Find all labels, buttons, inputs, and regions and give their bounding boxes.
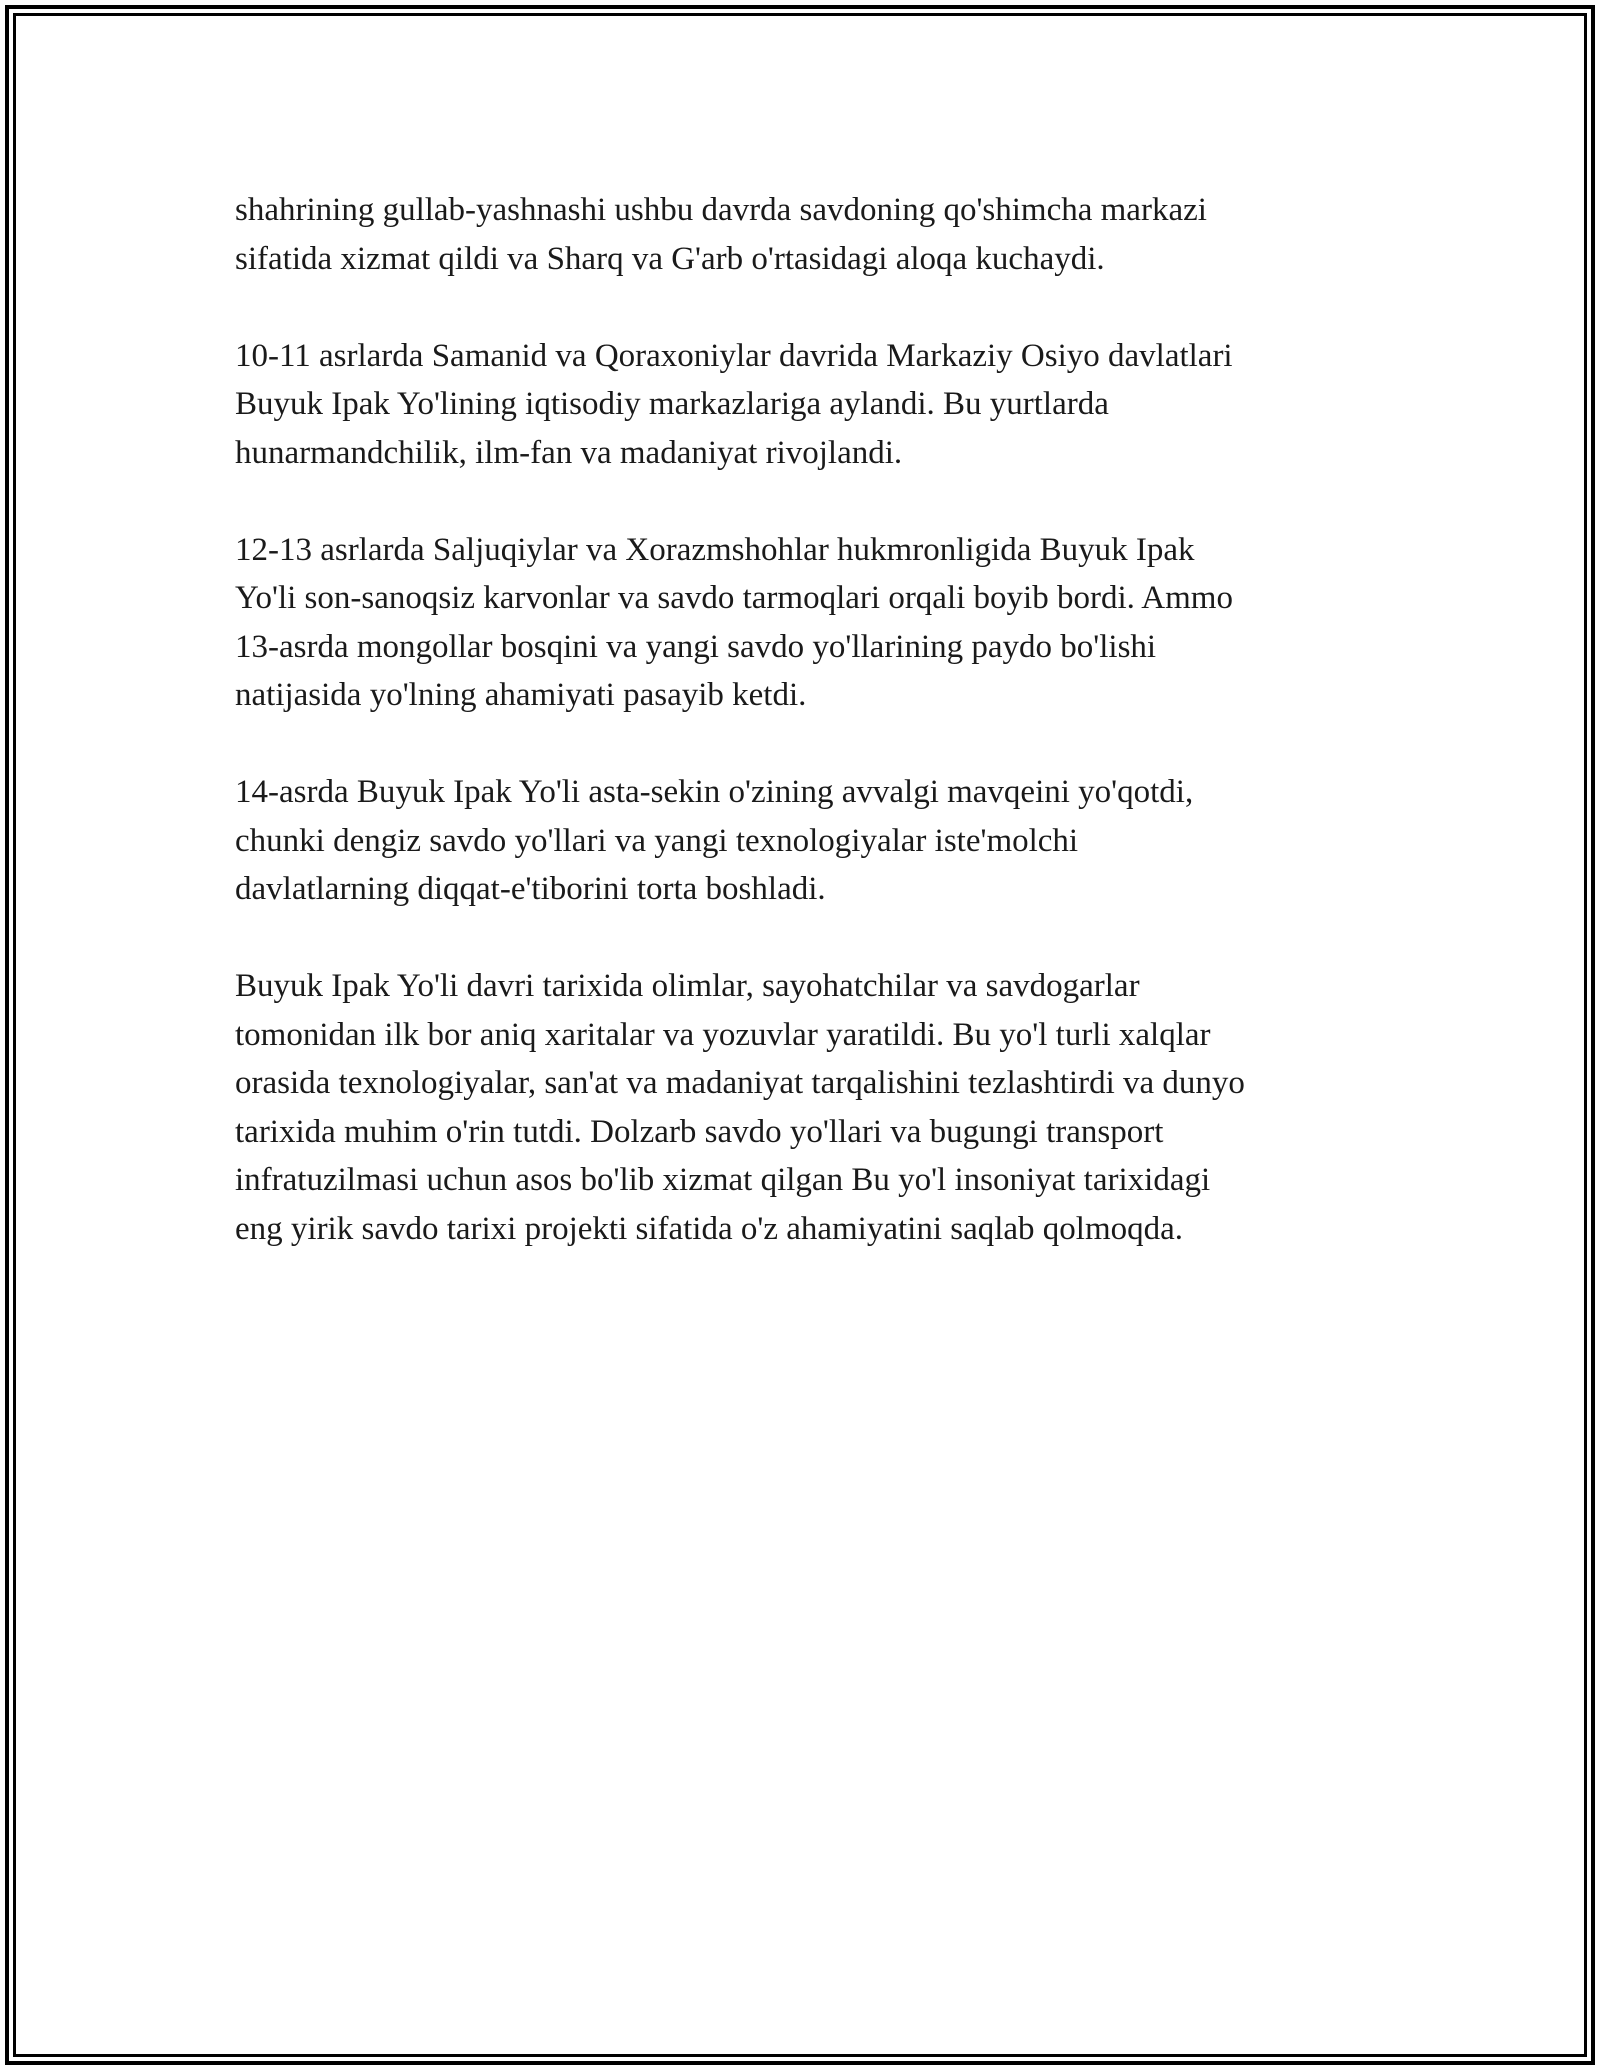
paragraph-line: Buyuk Ipak Yo'li davri tarixida olimlar, sayohatchilar va savdogarlar [235,968,1140,1004]
paragraph-line: shahrining gullab-yashnashi ushbu davrda savdoning qo'shimcha markazi [235,192,1207,228]
paragraph-line: tomonidan ilk bor aniq xaritalar va yozuvlar yaratildi. Bu yo'l turli xalqlar [235,1016,1211,1053]
paragraph-line: davlatlarning diqqat-e'tiborini torta boshladi. [235,871,826,907]
document-body [235,186,1375,1302]
paragraph-2 [235,332,1375,478]
paragraph-line: sifatida xizmat qildi va Sharq va G'arb o'rtasidagi aloqa kuchaydi. [235,240,1105,277]
paragraph-4 [235,768,1375,914]
paragraph-line: hunarmandchilik, ilm-fan va madaniyat rivojlandi. [235,434,903,471]
paragraph-line: orasida texnologiyalar, san'at va madaniyat tarqalishini tezlashtirdi va dunyo [235,1065,1245,1101]
paragraph-line: natijasida yo'lning ahamiyati pasayib ketdi. [235,677,807,713]
paragraph-line: tarixida muhim o'rin tutdi. Dolzarb savdo yo'llari va bugungi transport [235,1113,1164,1150]
paragraph-line: 13-asrda mongollar bosqini va yangi savdo yo'llarining paydo bo'lishi [235,628,1157,665]
paragraph-line: eng yirik savdo tarixi projekti sifatida o'z ahamiyatini saqlab qolmoqda. [235,1210,1184,1247]
paragraph-line: 12-13 asrlarda Saljuqiylar va Xorazmshohlar hukmronligida Buyuk Ipak [235,531,1195,568]
paragraph-line: 14-asrda Buyuk Ipak Yo'li asta-sekin o'zining avvalgi mavqeini yo'qotdi, [235,774,1194,810]
paragraph-line: 10-11 asrlarda Samanid va Qoraxoniylar davrida Markaziy Osiyo davlatlari [235,337,1233,374]
paragraph-line: chunki dengiz savdo yo'llari va yangi texnologiyalar iste'molchi [235,822,1079,859]
paragraph-line: Yo'li son-sanoqsiz karvonlar va savdo tarmoqlari orqali boyib bordi. Ammo [235,580,1233,616]
paragraph-line: Buyuk Ipak Yo'lining iqtisodiy markazlariga aylandi. Bu yurtlarda [235,386,1109,422]
paragraph-5 [235,962,1375,1253]
paragraph-3 [235,526,1375,720]
paragraph-1 [235,186,1375,283]
paragraph-line: infratuzilmasi uchun asos bo'lib xizmat qilgan Bu yo'l insoniyat tarixidagi [235,1162,1211,1198]
